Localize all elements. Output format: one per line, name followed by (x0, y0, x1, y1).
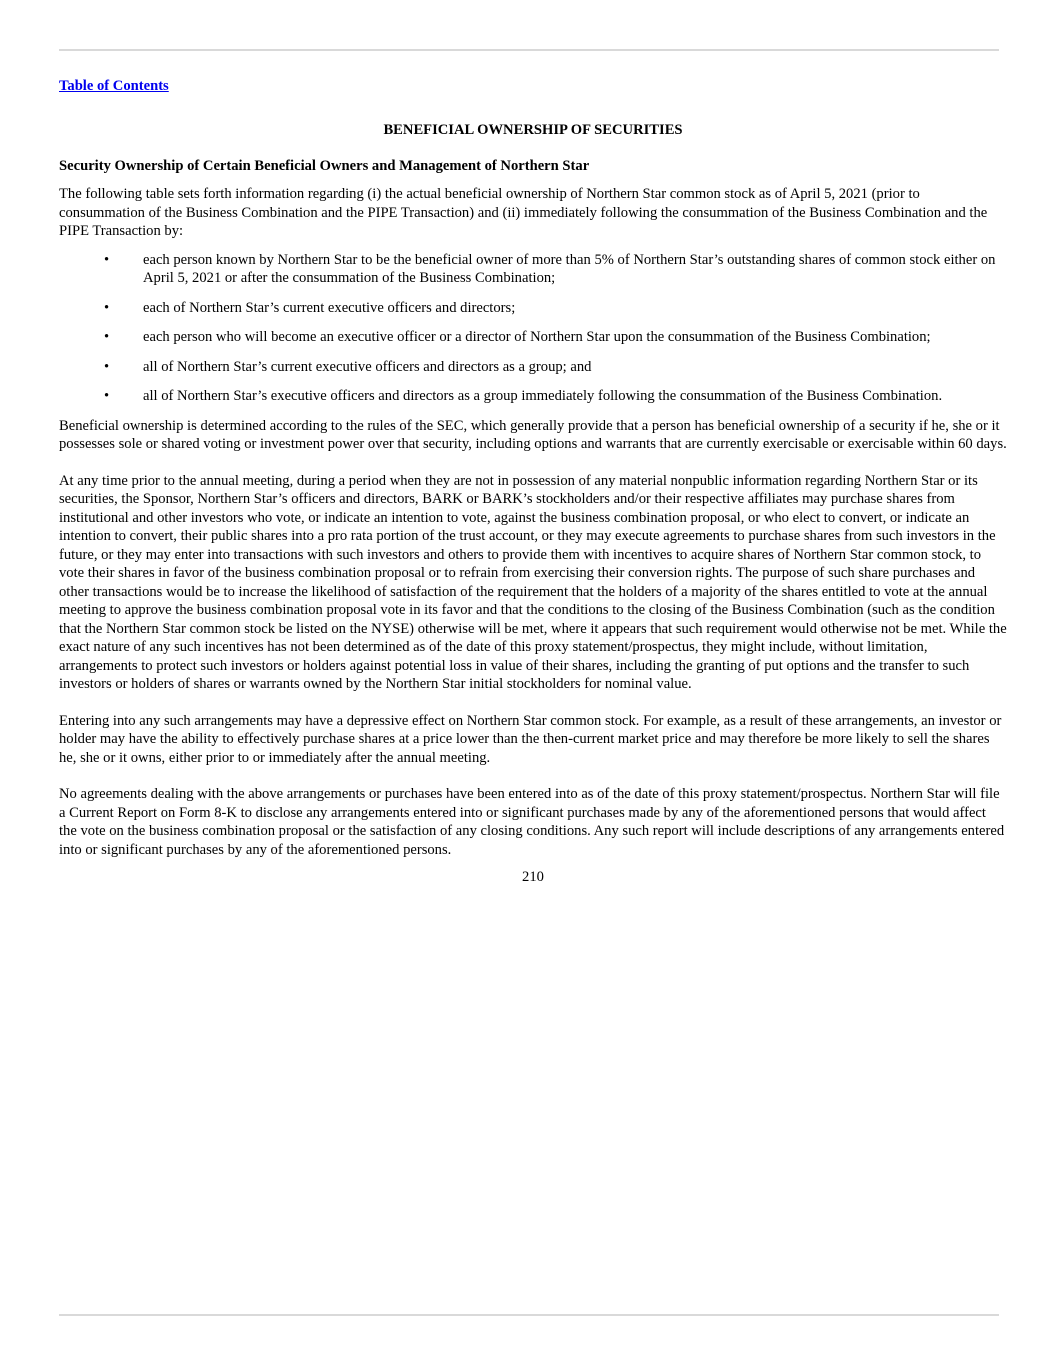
list-item (59, 251, 1007, 288)
share-purchases-paragraph: At any time prior to the annual meeting, during a period when they are not in possession of any material nonpublic information regarding Northern Star or its securities, the Sponsor, Northern Star’s officers and directors, BARK or BARK’s stockholders and/or their respective affiliates may purchase shares from institutional and other investors who vote, or indicate an intention to vote, against the business combination proposal, or who elect to convert, or indicate an intention to convert, their public shares into a pro rata portion of the trust account, or they may execute agreements to purchase shares from such investors in the future, or they may enter into transactions with such investors and others to provide them with incentives to acquire shares of Northern Star common stock, to vote their shares in favor of the business combination proposal or to refrain from exercising their conversion rights. The purpose of such share purchases and other transactions would be to increase the likelihood of satisfaction of the requirement that the holders of a majority of the shares entitled to vote at the annual meeting to approve the business combination proposal vote in its favor and that the conditions to the closing of the Business Combination (such as the condition that the Northern Star common stock be listed on the NYSE) otherwise will be met, where it appears that such requirement would otherwise not be met. While the exact nature of any such incentives has not been determined as of the date of this proxy statement/prospectus, they might include, without limitation, arrangements to protect such investors or holders against potential loss in value of their shares, including the granting of put options and the transfer to such investors or holders of shares or warrants owned by the Northern Star initial stockholders for nominal value. (59, 472, 1007, 692)
bullet-icon: • (104, 329, 110, 345)
document-page (59, 77, 1007, 887)
bullet-icon: • (104, 358, 110, 375)
arrangements-effect-paragraph: Entering into any such arrangements may have a depressive effect on Northern Star common stock. For example, as a result of these arrangements, an investor or holder may have the ability to effectively purchase shares at a price lower than the then-current market price and may therefore be more likely to sell the shares he, she or it owns, either prior to or immediately after the annual meeting. (59, 712, 1002, 766)
table-of-contents-link[interactable]: Table of Contents (59, 78, 169, 94)
top-divider (59, 49, 999, 51)
list-item-text: each of Northern Star’s current executive officers and directors; (143, 299, 516, 316)
bullet-list (59, 251, 1007, 406)
bottom-divider (59, 1314, 999, 1316)
page-number: 210 (522, 869, 544, 885)
list-item-text: each person known by Northern Star to be the beneficial owner of more than 5% of Northern Star’s outstanding shares of common stock either on April 5, 2021 or after the consummation of the Business Combination; (143, 251, 996, 286)
intro-paragraph: The following table sets forth information regarding (i) the actual beneficial ownership of Northern Star common stock as of April 5, 2021 (prior to consummation of the Business Combination and the PIPE Transaction) and (ii) immediately following the consummation of the Business Combination and the PIPE Transaction by: (59, 186, 988, 239)
no-agreements-paragraph: No agreements dealing with the above arrangements or purchases have been entered into as of the date of this proxy statement/prospectus. Northern Star will file a Current Report on Form 8-K to disclose any arrangements entered into or significant purchases made by any of the aforementioned persons that would affect the vote on the business combination proposal or the satisfaction of any closing conditions. Any such report will include descriptions of any arrangements entered into or significant purchases by any of the aforementioned persons. (59, 786, 1005, 858)
list-item-text: all of Northern Star’s executive officers and directors as a group immediately following the consummation of the Business Combination. (143, 388, 943, 404)
bullet-icon: • (104, 299, 110, 316)
list-item (59, 328, 1007, 347)
bullet-icon: • (104, 388, 110, 404)
section-heading: Security Ownership of Certain Beneficial Owners and Management of Northern Star (59, 157, 590, 174)
list-item (59, 358, 1007, 377)
list-item-text: each person who will become an executive officer or a director of Northern Star upon the consummation of the Business Combination; (143, 329, 931, 345)
bullet-icon: • (104, 251, 110, 268)
beneficial-ownership-paragraph: Beneficial ownership is determined according to the rules of the SEC, which generally provide that a person has beneficial ownership of a security if he, she or it possesses sole or shared voting or investment power over that security, including options and warrants that are currently exercisable or exercisable within 60 days. (59, 417, 1007, 452)
list-item-text: all of Northern Star’s current executive officers and directors as a group; and (143, 358, 592, 375)
page-title: BENEFICIAL OWNERSHIP OF SECURITIES (383, 122, 683, 138)
list-item (59, 387, 1007, 406)
list-item (59, 299, 1007, 318)
